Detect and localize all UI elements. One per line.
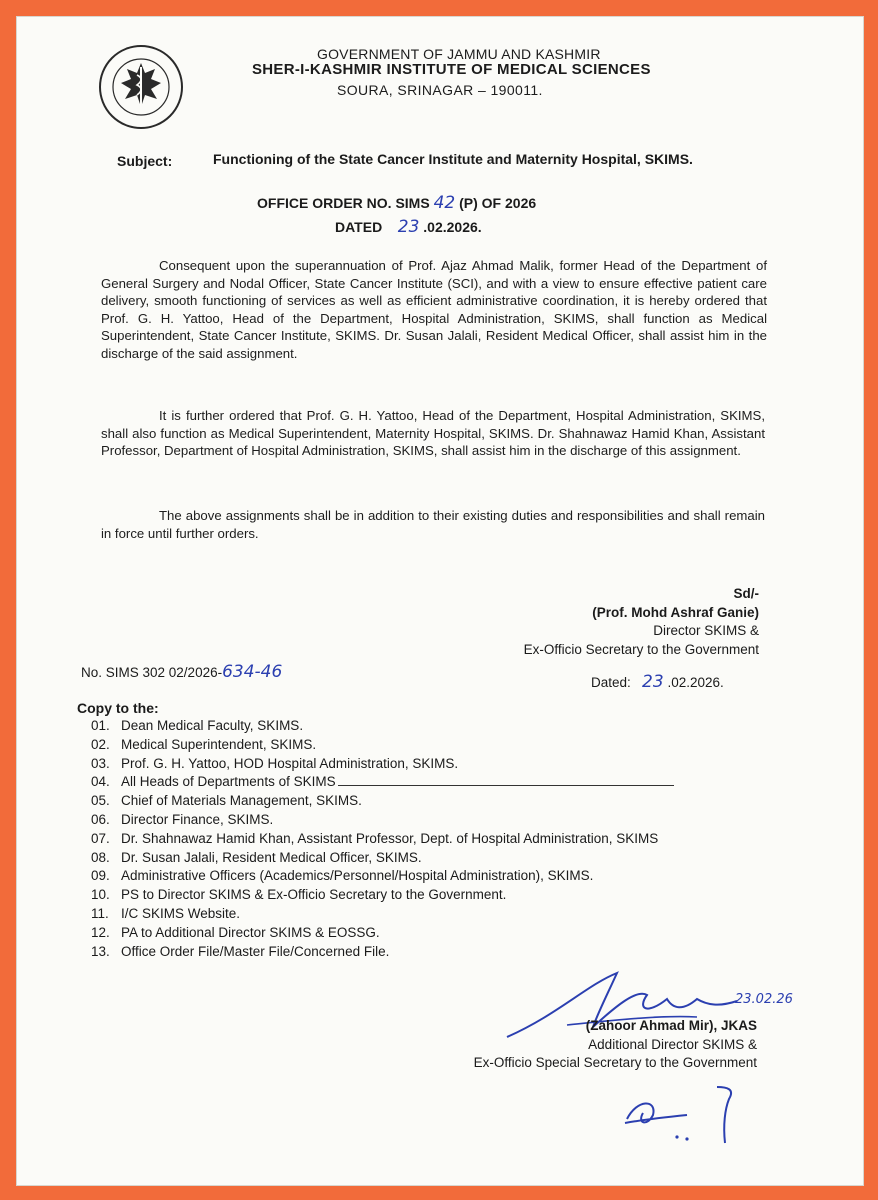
order-prefix: OFFICE ORDER NO. SIMS [257, 195, 430, 211]
subject-text: Functioning of the State Cancer Institute and Maternity Hospital, SKIMS. [213, 151, 693, 167]
reference-number [81, 662, 282, 682]
list-item [91, 736, 674, 755]
body-paragraph-3: The above assignments shall be in addition to their existing duties and responsibilities and shall remain in force until further orders. [101, 508, 765, 541]
reference-number-handwritten: 634-46 [222, 662, 283, 682]
list-item-number: 01. [91, 718, 110, 733]
list-item-number: 03. [91, 755, 110, 771]
director-name: (Prof. Mohd Ashraf Ganie) [592, 604, 759, 620]
header-government: GOVERNMENT OF JAMMU AND KASHMIR [317, 46, 601, 62]
list-item [91, 886, 674, 905]
list-item [91, 849, 674, 868]
director-designation-2: Ex-Officio Secretary to the Government [523, 641, 759, 657]
director-signature-block [524, 585, 759, 659]
list-item-text: PS to Director SKIMS & Ex-Officio Secretary to the Government. [121, 887, 507, 903]
list-item-text: Dr. Shahnawaz Hamid Khan, Assistant Professor, Dept. of Hospital Administration, SKIMS [121, 830, 659, 846]
list-item-number: 04. [91, 774, 110, 790]
header-address: SOURA, SRINAGAR – 190011. [337, 82, 543, 98]
order-day-handwritten: 23 [397, 217, 420, 237]
list-item [91, 792, 674, 811]
copy-to-title: Copy to the: [77, 700, 159, 716]
additional-director-signature-block [474, 1017, 757, 1073]
list-item-number: 02. [91, 736, 110, 752]
office-order-date [335, 217, 482, 237]
list-item-number: 11. [91, 905, 109, 921]
list-item [91, 924, 674, 943]
additional-director-designation-2: Ex-Officio Special Secretary to the Government [473, 1055, 757, 1070]
list-item-number: 13. [91, 943, 110, 959]
list-item-number: 12. [91, 924, 110, 940]
signature-date: 23.02.26 [735, 992, 793, 1007]
list-item-text: Chief of Materials Management, SKIMS. [121, 793, 362, 809]
list-item-text: Prof. G. H. Yattoo, HOD Hospital Administration, SKIMS. [121, 755, 459, 771]
reference-number-text: No. SIMS 302 02/2026- [81, 665, 223, 680]
order-suffix: (P) OF 2026 [459, 195, 537, 211]
list-item [91, 811, 674, 830]
copy-to-list [91, 717, 674, 961]
list-item-number: 07. [91, 830, 110, 846]
reference-date [591, 672, 724, 692]
body-paragraph-2: It is further ordered that Prof. G. H. Yattoo, Head of the Department, Hospital Administration, SKIMS, shall also function as Medical Superintendent, Maternity Hospital, SKIMS. Dr. Shahnawaz Hamid Khan, Assistant Professor, Department of Hospital Administration, SKIMS, shall assist him in the discharge of this assignment. [101, 408, 765, 458]
header-institute-name: SHER-I-KASHMIR INSTITUTE OF MEDICAL SCIENCES [252, 61, 651, 78]
blank-underline [338, 775, 674, 786]
list-item-text: All Heads of Departments of SKIMS [121, 774, 336, 790]
list-item-number: 08. [91, 849, 110, 865]
list-item [91, 755, 674, 774]
list-item [91, 830, 674, 849]
order-dated-label: DATED [335, 219, 383, 235]
office-order-number [257, 193, 536, 213]
director-designation: Director SKIMS & [653, 623, 759, 638]
list-item-text: I/C SKIMS Website. [121, 905, 241, 921]
reference-dated-label: Dated: [591, 675, 631, 690]
list-item [91, 943, 674, 962]
list-item-text: Dean Medical Faculty, SKIMS. [121, 718, 304, 733]
reference-date-rest: .02.2026. [667, 675, 724, 690]
body-paragraph-1: Consequent upon the superannuation of Prof. Ajaz Ahmad Malik, former Head of the Department of General Surgery and Nodal Officer, State Cancer Institute (SCI), and with a view to ensure effective patient care delivery, smooth functioning of services as well as efficient administrative coordination, it is hereby ordered that Prof. G. H. Yattoo, Head of the Department, Hospital Administration, SKIMS, shall function as Medical Superintendent, State Cancer Institute, SKIMS. Dr. Susan Jalali, Resident Medical Officer, shall assist him in the discharge of the said assignment. [101, 258, 767, 361]
list-item-number: 06. [91, 811, 110, 827]
office-order-document [16, 16, 864, 1186]
additional-director-designation: Additional Director SKIMS & [588, 1036, 757, 1052]
list-item [91, 773, 674, 792]
reference-day-handwritten: 23 [642, 672, 664, 692]
handwritten-initials [617, 1079, 747, 1149]
list-item-text: Director Finance, SKIMS. [121, 811, 274, 827]
list-item-number: 10. [91, 887, 110, 903]
list-item [91, 905, 674, 924]
order-number-handwritten: 42 [433, 193, 456, 213]
list-item-text: Office Order File/Master File/Concerned File. [121, 943, 390, 959]
skims-seal-icon [97, 43, 185, 131]
list-item-number: 09. [91, 868, 110, 884]
list-item-text: Administrative Officers (Academics/Personnel/Hospital Administration), SKIMS. [121, 868, 594, 884]
list-item-text: Dr. Susan Jalali, Resident Medical Officer, SKIMS. [121, 849, 422, 865]
sd-mark: Sd/- [733, 586, 759, 601]
subject-label: Subject: [117, 153, 173, 169]
list-item [91, 867, 674, 886]
order-date-rest: .02.2026. [423, 219, 482, 235]
list-item-text: PA to Additional Director SKIMS & EOSSG. [121, 924, 380, 940]
list-item [91, 717, 674, 736]
additional-director-name: (Zahoor Ahmad Mir), JKAS [585, 1018, 757, 1033]
list-item-number: 05. [91, 793, 110, 809]
list-item-text: Medical Superintendent, SKIMS. [121, 736, 317, 752]
